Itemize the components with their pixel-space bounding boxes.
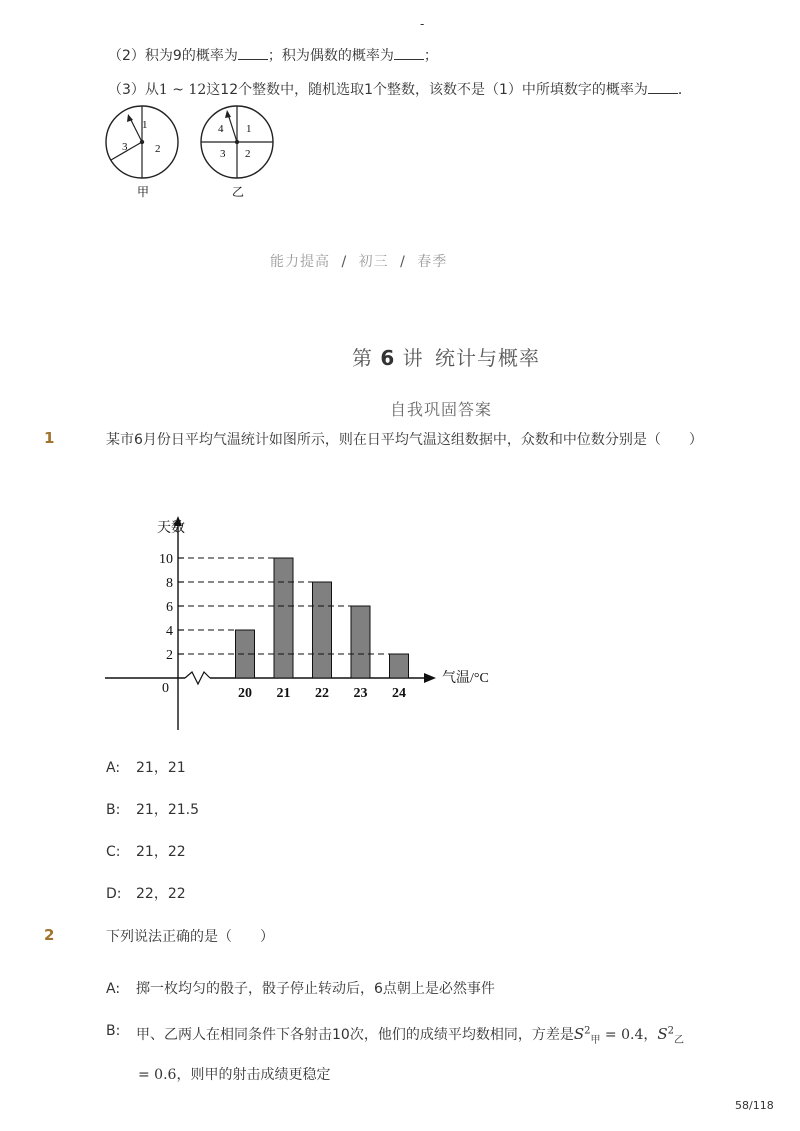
prev-q3-text-a: （3）从 xyxy=(108,82,159,98)
option-text: ，则甲的射击成绩更稳定 xyxy=(176,1067,331,1083)
prev-question-part3 xyxy=(108,79,692,100)
option-d[interactable] xyxy=(106,883,186,903)
y-tick-label: 10 xyxy=(159,552,173,567)
header-course: 能力提高 xyxy=(270,254,330,270)
x-tick-label: 24 xyxy=(392,686,406,701)
y-axis-label: 天数 xyxy=(157,521,185,536)
spinners-figure xyxy=(100,104,290,204)
lecture-title xyxy=(352,342,540,371)
variance-symbol: S xyxy=(573,1025,585,1043)
option-key: B: xyxy=(106,1023,121,1039)
spinner-yi-label-4: 4 xyxy=(218,123,224,135)
option-b[interactable] xyxy=(106,799,199,819)
lecture-prefix: 第 xyxy=(352,346,373,370)
prev-q2-text-c: ； xyxy=(423,48,438,64)
prev-q3-math: 1 ~ 12 xyxy=(158,82,207,98)
option-b[interactable] xyxy=(106,1023,136,1039)
axis-break xyxy=(185,672,210,684)
option-key: D: xyxy=(106,886,122,902)
header-separator: / xyxy=(400,254,406,270)
variance-exponent: 2 xyxy=(667,1025,675,1037)
spinner-yi-label-2: 2 xyxy=(245,148,251,160)
option-text: 21，22 xyxy=(136,844,186,860)
option-text: 22，22 xyxy=(136,886,186,902)
variance-subscript: 乙 xyxy=(674,1034,685,1046)
page-number: 58/118 xyxy=(735,1099,774,1112)
prev-q2-text-b: ；积为偶数的概率为 xyxy=(267,48,394,64)
prev-question-part2 xyxy=(108,45,438,66)
y-tick-label: 2 xyxy=(166,648,173,663)
y-tick-label: 4 xyxy=(166,624,173,639)
spinner-jia-label-1: 1 xyxy=(142,119,148,131)
y-tick-label: 8 xyxy=(166,576,173,591)
variance-subscript: 甲 xyxy=(590,1034,601,1046)
header-grade: 初三 xyxy=(358,254,389,270)
option-b-line2 xyxy=(138,1064,330,1084)
prev-q3-text-b: 这12个整数中，随机选取1个整数，该数不是（1）中所填数字的概率为 xyxy=(206,82,648,98)
option-text: 21，21 xyxy=(136,760,186,776)
answer-blank xyxy=(238,45,268,60)
spinner-yi xyxy=(201,106,273,178)
lecture-suffix: 讲 xyxy=(402,346,424,370)
variance-value: = 0.6 xyxy=(138,1067,177,1083)
option-key: B: xyxy=(106,802,121,818)
prev-q3-text-c: ． xyxy=(677,82,692,98)
bar-21 xyxy=(274,558,293,678)
header-separator: / xyxy=(341,254,348,270)
bar-23 xyxy=(351,606,370,678)
x-tick-label: 22 xyxy=(315,686,329,701)
x-tick-label: 23 xyxy=(353,686,368,701)
option-b-line1 xyxy=(136,1024,684,1046)
variance-value: = 0.4 xyxy=(600,1027,644,1043)
variance-symbol: S xyxy=(657,1025,668,1043)
option-c[interactable] xyxy=(106,841,186,861)
answer-blank xyxy=(648,79,678,94)
y-tick-label: 6 xyxy=(166,600,173,615)
spinner-jia-label-3: 3 xyxy=(122,141,128,153)
question-text: 某市6月份日平均气温统计如图所示，则在日平均气温这组数据中，众数和中位数分别是（ ） xyxy=(106,432,703,448)
option-text: 21，21.5 xyxy=(136,802,199,818)
spinner-jia xyxy=(106,106,178,178)
spinner-yi-label-3: 3 xyxy=(220,148,226,160)
option-text: 掷一枚均匀的骰子，骰子停止转动后，6点朝上是必然事件 xyxy=(136,981,495,997)
prev-q2-text-a: （2）积为9的概率为 xyxy=(108,48,238,64)
option-a[interactable] xyxy=(106,757,186,777)
option-key: A: xyxy=(106,760,121,776)
option-text: ， xyxy=(643,1027,658,1043)
running-header xyxy=(270,251,447,271)
bar-24 xyxy=(390,654,409,678)
question-number: 1 xyxy=(44,429,55,447)
lecture-name: 统计与概率 xyxy=(435,346,540,370)
spinner-yi-caption: 乙 xyxy=(232,185,245,199)
spinner-jia-caption: 甲 xyxy=(137,185,150,199)
question-text: 下列说法正确的是（ ） xyxy=(106,929,274,945)
x-axis-arrow xyxy=(424,673,436,683)
x-tick-label: 20 xyxy=(238,686,252,701)
header-term: 春季 xyxy=(417,254,448,270)
top-mark: - xyxy=(420,17,425,31)
lecture-number: 6 xyxy=(380,346,396,370)
question-number: 2 xyxy=(44,926,55,944)
x-axis-label: 气温/°C xyxy=(442,671,489,686)
variance-exponent: 2 xyxy=(584,1025,591,1037)
spinner-jia-label-2: 2 xyxy=(155,143,161,155)
option-key: C: xyxy=(106,844,121,860)
temperature-bar-chart xyxy=(100,510,510,735)
bar-22 xyxy=(313,582,332,678)
section-title: 自我巩固答案 xyxy=(390,400,493,419)
spinner-yi-label-1: 1 xyxy=(246,123,252,135)
answer-blank xyxy=(394,45,424,60)
x-tick-label: 21 xyxy=(276,686,291,701)
origin-label: 0 xyxy=(162,681,169,696)
option-a[interactable] xyxy=(106,978,495,998)
option-key: A: xyxy=(106,981,121,997)
option-text: 甲、乙两人在相同条件下各射击10次，他们的成绩平均数相同，方差是 xyxy=(136,1027,574,1043)
